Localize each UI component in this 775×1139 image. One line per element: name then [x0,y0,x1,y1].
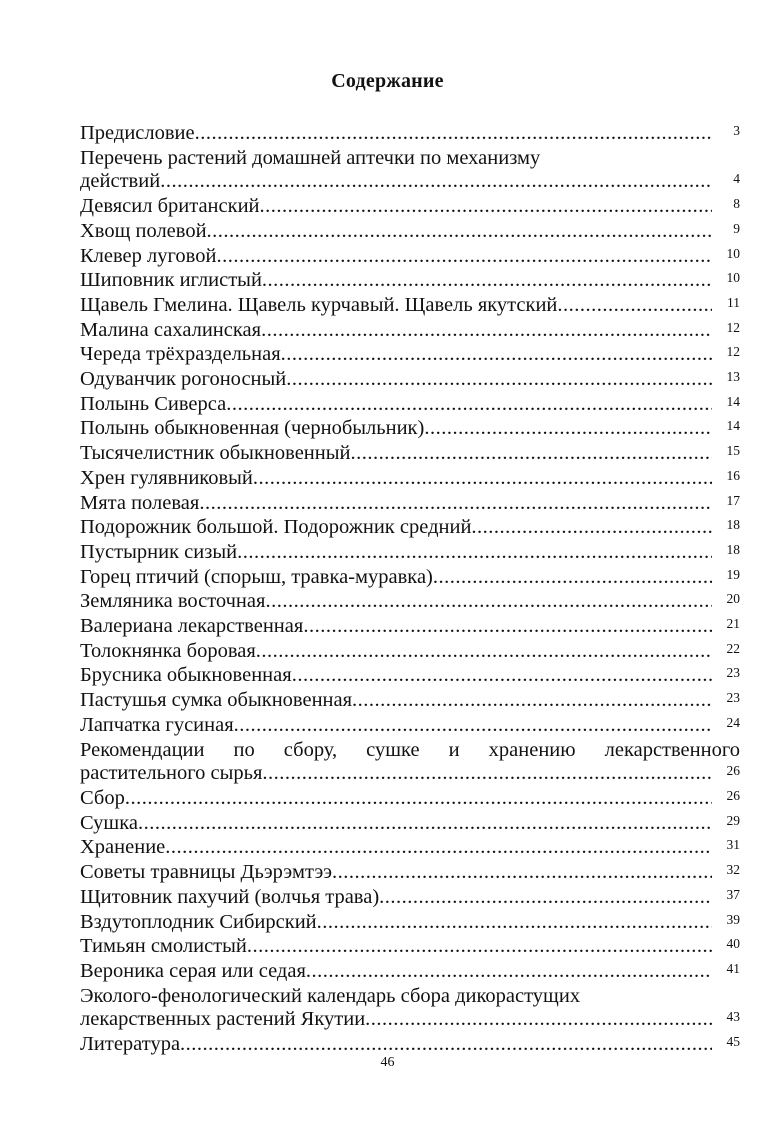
toc-entry [80,689,740,714]
dot-leader [165,836,712,860]
toc-entry [80,417,740,442]
toc-entry [80,245,740,270]
dot-leader [365,1008,712,1032]
toc-entry [80,467,740,492]
toc-page-number: 18 [726,517,740,533]
toc-row [80,368,740,393]
toc-entry [80,985,740,1033]
toc-page-number: 3 [733,123,740,138]
dot-leader [306,960,712,984]
toc-entry [80,122,740,147]
toc-entry [80,343,740,368]
page-title: Содержание [331,70,444,92]
dot-leader [180,1033,712,1057]
dot-leader [262,269,712,293]
toc-page-number: 13 [726,369,740,385]
toc-row [80,170,740,195]
dot-leader [286,368,712,392]
toc-entry-label: Одуванчик рогоносный [80,368,287,391]
toc-entry-label: Тысячелистник обыкновенный [80,442,351,465]
toc-entry [80,787,740,812]
toc-row [80,590,740,615]
toc-row [80,442,740,467]
toc-entry-first-line: Эколого-фенологический календарь сбора дикорастущих [80,984,581,1007]
toc-entry [80,812,740,837]
toc-entry-label: лекарственных растений Якутии [80,1008,366,1031]
toc-entry-label: Шиповник иглистый [80,269,262,292]
toc-row [80,886,740,911]
toc-row [80,122,740,147]
dot-leader [262,762,712,786]
toc-row [80,714,740,739]
toc-page-number: 24 [726,714,740,730]
toc-page-number: 8 [733,196,740,212]
toc-row [80,393,740,418]
toc-entry [80,566,740,591]
toc-row [80,787,740,812]
toc-page-number: 32 [726,862,740,878]
toc-entry [80,836,740,861]
dot-leader [424,417,712,441]
toc-row [80,812,740,837]
toc-entry [80,886,740,911]
toc-row [80,467,740,492]
toc-row [80,689,740,714]
toc-entry-label: Советы травницы Дьэрэмтээ [80,861,333,884]
toc-row [80,516,740,541]
toc-entry-label: Тимьян смолистый [80,935,247,958]
toc-page-number: 14 [726,418,740,434]
toc-entry [80,739,740,787]
dot-leader [125,787,712,811]
toc-page-number: 23 [726,665,740,681]
toc-page-number: 26 [726,787,740,803]
toc-entry-label: Горец птичий (спорыш, травка-муравка) [80,565,433,588]
page-number: 46 [380,1055,395,1070]
toc-page-number: 43 [726,1009,740,1025]
toc-entry [80,442,740,467]
toc-page-number: 22 [726,640,740,656]
dot-leader [292,664,712,688]
dot-leader [216,245,712,269]
toc-entry [80,664,740,689]
toc-row [80,541,740,566]
dot-leader [332,861,712,885]
toc-entry-label: Хранение [80,836,166,859]
dot-leader [317,911,712,935]
toc-page-number: 16 [726,467,740,483]
toc-entry-label: Полынь обыкновенная (чернобыльник) [80,417,425,440]
toc-entry-label: Пастушья сумка обыкновенная [80,689,353,712]
toc-page-number: 39 [726,911,740,927]
toc-page-number: 31 [726,837,740,853]
toc-row [80,269,740,294]
dot-leader [226,393,712,417]
toc-entry-label: Сбор [80,786,125,809]
toc-entry [80,615,740,640]
toc-entry [80,147,740,195]
toc-page-number: 23 [726,690,740,706]
toc-page-number: 11 [727,294,740,310]
toc-entry [80,195,740,220]
toc-row [80,935,740,960]
toc-entry-label: Вздутоплодник Сибирский [80,910,317,933]
toc-entry-label: Хвощ полевой [80,219,207,242]
toc-entry-label: Лапчатка гусиная [80,713,234,736]
dot-leader [265,590,712,614]
toc-entry-label: Полынь Сиверса [80,392,227,415]
toc-row [80,1008,740,1033]
toc-entry [80,1033,740,1058]
dot-leader [350,442,712,466]
toc-entry-label: Девясил британский [80,195,260,218]
toc-row [80,664,740,689]
toc-entry [80,541,740,566]
toc-entry [80,935,740,960]
dot-leader [352,689,712,713]
toc-row [80,319,740,344]
toc-row [80,492,740,517]
dot-leader [160,170,712,194]
toc-row [80,911,740,936]
toc-entry [80,960,740,985]
toc-entry [80,492,740,517]
toc-page-number: 14 [726,393,740,409]
toc-page-number: 26 [726,763,740,779]
toc-entry-label: Валериана лекарственная [80,615,304,638]
toc-entry [80,319,740,344]
toc-page-number: 40 [726,936,740,952]
dot-leader [256,640,712,664]
toc-row [80,861,740,886]
toc-row [80,566,740,591]
dot-leader [303,615,712,639]
toc-entry [80,911,740,936]
toc-page-number: 41 [726,960,740,976]
toc-page-number: 12 [726,319,740,335]
toc-page-number: 10 [726,245,740,261]
dot-leader [281,343,712,367]
toc-page-number: 19 [726,566,740,582]
dot-leader [234,714,712,738]
toc-page-number: 15 [726,443,740,459]
toc-entry-label: Щитовник пахучий (волчья трава) [80,885,380,908]
toc-page-number: 18 [726,541,740,557]
dot-leader [207,220,712,244]
dot-leader [261,319,712,343]
toc-row [80,245,740,270]
dot-leader [260,195,712,219]
toc-row [80,1033,740,1058]
dot-leader [471,516,712,540]
dot-leader [138,812,712,836]
toc-entry-label: Пустырник сизый [80,540,238,563]
toc-entry-label: Сушка [80,811,138,834]
toc-entry [80,220,740,245]
dot-leader [557,294,712,318]
toc-row [80,960,740,985]
toc-entry [80,393,740,418]
toc-entry-label: Вероника серая или седая [80,959,306,982]
toc-entry-label: Подорожник большой. Подорожник средний [80,516,472,539]
toc-row [80,836,740,861]
dot-leader [433,566,712,590]
toc-entry [80,714,740,739]
toc-entry [80,640,740,665]
toc-entry-label: Предисловие [80,122,195,144]
table-of-contents [80,122,740,1058]
toc-page-number: 10 [726,270,740,286]
dot-leader [247,935,712,959]
toc-entry [80,294,740,319]
toc-entry [80,590,740,615]
toc-entry-label: Литература [80,1033,181,1056]
toc-entry-label: Брусника обыкновенная [80,664,292,687]
toc-entry [80,516,740,541]
dot-leader [253,467,712,491]
toc-entry [80,269,740,294]
toc-row [80,762,740,787]
toc-row [80,195,740,220]
dot-leader [199,492,712,516]
toc-entry-label: Щавель Гмелина. Щавель курчавый. Щавель якутский [80,293,558,316]
toc-page-number: 9 [733,220,740,236]
toc-row [80,640,740,665]
toc-row [80,417,740,442]
toc-entry-label: Мята полевая [80,491,200,514]
dot-leader [195,122,712,146]
toc-row [80,294,740,319]
toc-entry-first-line: Перечень растений домашней аптечки по механизму [80,146,541,169]
toc-page-number: 37 [726,886,740,902]
toc-entry-label: действий [80,170,161,193]
toc-page-number: 21 [726,616,740,632]
toc-row [80,343,740,368]
toc-entry-label: Малина сахалинская [80,318,262,341]
toc-page-number: 45 [726,1034,740,1050]
toc-row [80,615,740,640]
toc-entry-label: Череда трёхраздельная [80,343,281,366]
toc-page-number: 12 [726,344,740,360]
toc-page-number: 4 [733,171,740,187]
toc-row [80,220,740,245]
toc-entry-first-line: Рекомендации по сбору, сушке и хранению лекарственного [80,738,740,761]
toc-entry-label: Толокнянка боровая [80,639,256,662]
toc-page-number: 20 [726,591,740,607]
toc-entry [80,861,740,886]
toc-page-number: 29 [726,812,740,828]
toc-page-number: 17 [726,492,740,508]
toc-entry-label: Клевер луговой [80,244,217,267]
toc-entry [80,368,740,393]
toc-entry-label: растительного сырья [80,762,263,785]
dot-leader [379,886,712,910]
toc-entry-label: Хрен гулявниковый [80,466,253,489]
dot-leader [237,541,712,565]
toc-entry-label: Земляника восточная [80,590,266,613]
